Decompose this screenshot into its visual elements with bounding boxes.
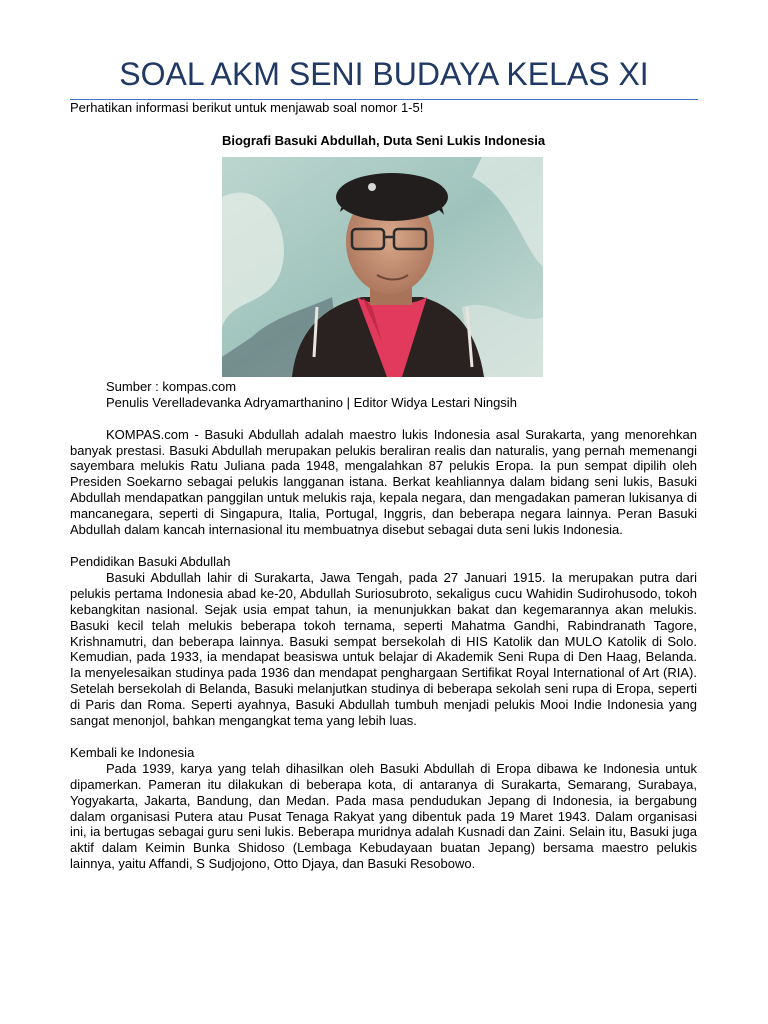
section-paragraph-return: Pada 1939, karya yang telah dihasilkan oleh Basuki Abdullah di Eropa dibawa ke Indonesia untuk dipamerkan. Pameran itu dilakukan di beberapa kota, di antaranya di Surakarta, Semarang, Surabaya, Yogyakarta, Jakarta, Bandung, dan Medan. Pada masa pendudukan Jepang di Indonesia, ia bergabung dalam organisasi Putera atau Pusat Tenaga Rakyat yang dibentuk pada 19 Maret 1943. Dalam organisasi ini, ia bertugas sebagai guru seni lukis. Beberapa muridnya adalah Kusnadi dan Zaini. Selain itu, Basuki juga aktif dalam Keimin Bunka Shidoso (Lembaga Kebudayaan buatan Jepang) bersama maestro pelukis lainnya, yaitu Affandi, S Sudjojono, Otto Djaya, dan Basuki Resobowo. (70, 760, 697, 872)
page-title: SOAL AKM SENI BUDAYA KELAS XI (119, 56, 649, 92)
document-body (70, 100, 697, 872)
instruction-text: Perhatikan informasi berikut untuk menjawab soal nomor 1-5! (70, 100, 424, 115)
article-title: Biografi Basuki Abdullah, Duta Seni Lukis Indonesia (221, 132, 546, 148)
image-credits: Penulis Verelladevanka Adryamarthanino | Editor Widya Lestari Ningsih (106, 394, 517, 410)
section-heading-education: Pendidikan Basuki Abdullah (70, 553, 231, 569)
image-source: Sumber : kompas.com (106, 378, 237, 394)
section-paragraph-education: Basuki Abdullah lahir di Surakarta, Jawa Tengah, pada 27 Januari 1915. Ia merupakan putra dari pelukis pertama Indonesia abad ke-20, Abdullah Suriosubroto, sekaligus cucu Wahidin Sudirohusodo, tokoh kebangkitan nasional. Sejak usia empat tahun, ia menunjukkan bakat dan kegemarannya akan melukis. Basuki kecil telah melukis beberapa tokoh ternama, seperti Mahatma Gandhi, Rabindranath Tagore, Krishnamutri, dan beberapa lainnya. Basuki sempat bersekolah di HIS Katolik dan MULO Katolik di Solo. Kemudian, pada 1933, ia mendapat beasiswa untuk belajar di Akademik Seni Rupa di Den Haag, Belanda. Ia menyelesaikan studinya pada 1936 dan mendapat penghargaan Sertifikat Royal International of Art (RIA). Setelah bersekolah di Belanda, Basuki melanjutkan studinya di beberapa sekolah seni rupa di Eropa, seperti di Paris dan Roma. Seperti ayahnya, Basuki Abdullah tumbuh menjadi pelukis Mooi Indie Indonesia yang sangat menonjol, bahkan mengangkat tema yang lebih luas. (70, 569, 697, 729)
intro-paragraph: KOMPAS.com - Basuki Abdullah adalah maestro lukis Indonesia asal Surakarta, yang menorehkan banyak prestasi. Basuki Abdullah merupakan pelukis beraliran realis dan naturalis, yang pernah memenangi sayembara melukis Ratu Juliana pada 1948, mengalahkan 87 pelukis Eropa. Ia pun sempat dipilih oleh Presiden Soekarno sebagai pelukis langganan istana. Berkat keahliannya dalam bidang seni lukis, Basuki Abdullah mendapatkan panggilan untuk melukis raja, kepala negara, dan mengadakan pameran lukisanya di mancanegara, seperti di Singapura, Italia, Portugal, Inggris, dan beberapa negara lainnya. Peran Basuki Abdullah dalam kancah internasional itu membuatnya disebut sebagai duta seni lukis Indonesia. (70, 426, 697, 538)
section-heading-return: Kembali ke Indonesia (70, 744, 195, 760)
portrait-image (222, 157, 543, 377)
